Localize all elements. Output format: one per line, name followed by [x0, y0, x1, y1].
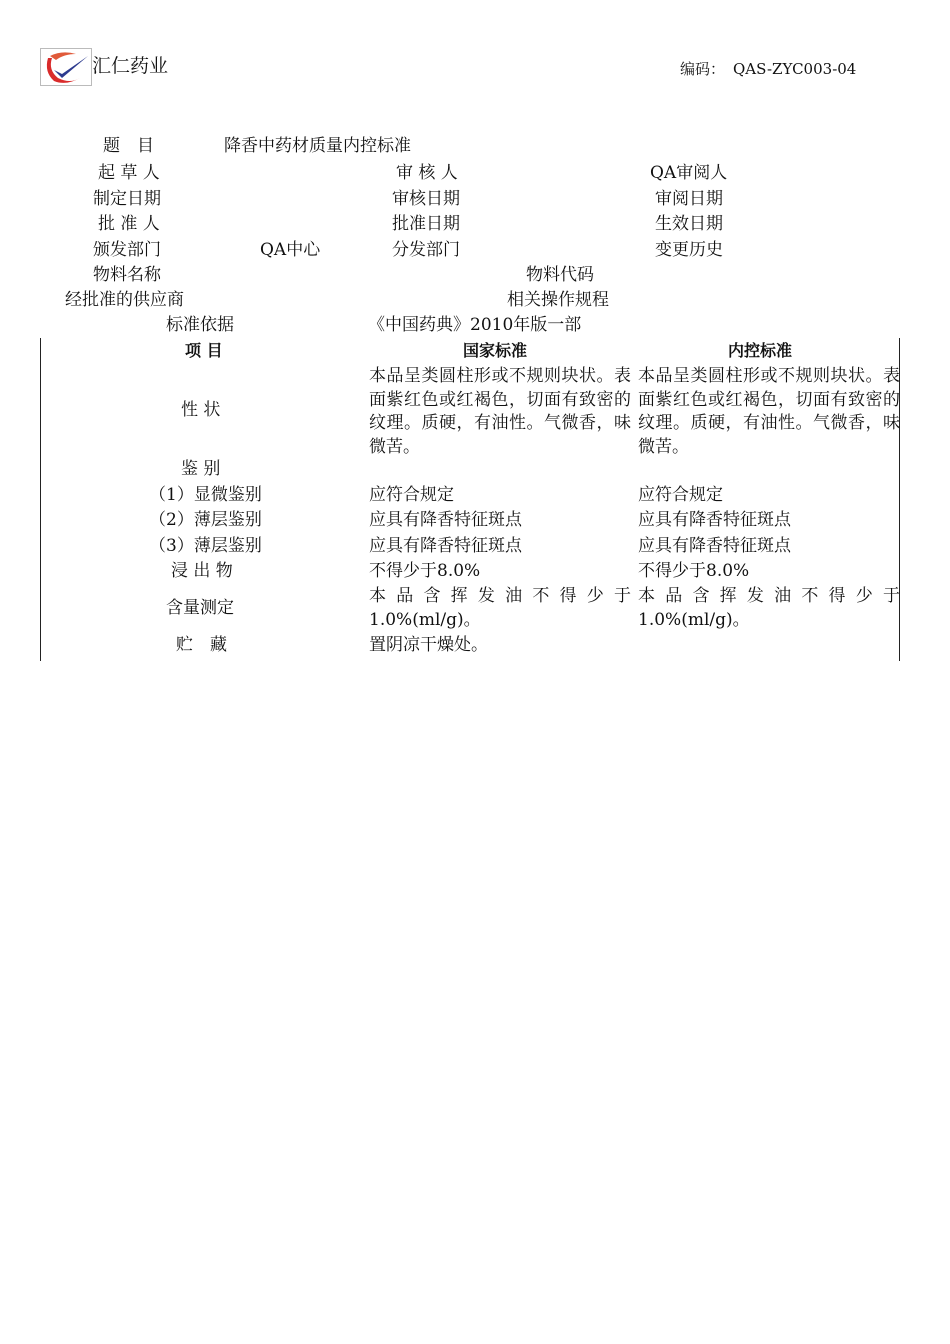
approver-label: 批 准 人 — [98, 214, 160, 234]
document-title: 降香中药材质量内控标准 — [224, 136, 411, 156]
review-date-label: 审核日期 — [392, 189, 460, 209]
distribute-dept-label: 分发部门 — [392, 240, 460, 260]
row-internal: 应具有降香特征斑点 — [638, 510, 791, 530]
header-national-standard: 国家标准 — [463, 341, 528, 360]
row-internal: 应具有降香特征斑点 — [638, 536, 791, 556]
issue-dept-label: 颁发部门 — [93, 240, 161, 260]
sop-label: 相关操作规程 — [507, 290, 609, 310]
storage-national: 置阴凉干燥处。 — [369, 635, 488, 655]
approve-date-label: 批准日期 — [392, 214, 460, 234]
row-label: （3）薄层鉴别 — [149, 536, 262, 556]
issue-dept-value: QA中心 — [260, 240, 321, 260]
reviewer-label: 审 核 人 — [396, 163, 458, 183]
content-internal-line1: 本 品 含 挥 发 油 不 得 少 于 — [638, 586, 900, 606]
character-internal: 本品呈类圆柱形或不规则块状。表面紫红色或红褐色，切面有致密的纹理。质硬，有油性。气微香，味微苦。 — [638, 366, 900, 457]
row-label: （2）薄层鉴别 — [149, 510, 262, 530]
content-national-line1: 本 品 含 挥 发 油 不 得 少 于 — [369, 586, 631, 606]
document-code: QAS-ZYC003-04 — [733, 60, 857, 78]
basis-label: 标准依据 — [166, 315, 234, 335]
effective-date-label: 生效日期 — [655, 214, 723, 234]
content-label: 含量测定 — [166, 598, 234, 618]
material-code-label: 物料代码 — [526, 265, 594, 285]
row-national: 不得少于8.0% — [369, 561, 481, 581]
supplier-label: 经批准的供应商 — [65, 290, 184, 310]
row-internal: 应符合规定 — [638, 485, 723, 505]
row-national: 应具有降香特征斑点 — [369, 510, 522, 530]
company-logo — [40, 48, 92, 86]
qa-reviewer-label: QA审阅人 — [650, 163, 728, 183]
material-name-label: 物料名称 — [93, 265, 161, 285]
header-internal-standard: 内控标准 — [728, 341, 793, 360]
basis-value: 《中国药典》2010年版一部 — [368, 315, 582, 335]
identification-label: 鉴 别 — [181, 459, 221, 479]
qa-review-date-label: 审阅日期 — [655, 189, 723, 209]
change-history-label: 变更历史 — [655, 240, 723, 260]
document-code-label: 编码： — [680, 60, 726, 78]
content-internal-line2: 1.0%(ml/g)。 — [638, 610, 750, 630]
row-national: 应符合规定 — [369, 485, 454, 505]
character-national: 本品呈类圆柱形或不规则块状。表面紫红色或红褐色，切面有致密的纹理。质硬，有油性。气微香，味微苦。 — [369, 366, 631, 457]
title-label: 题 目 — [103, 136, 154, 156]
company-name: 汇仁药业 — [92, 55, 169, 77]
content-national-line2: 1.0%(ml/g)。 — [369, 610, 481, 630]
header-item: 项 目 — [185, 341, 223, 360]
made-date-label: 制定日期 — [93, 189, 161, 209]
character-label: 性 状 — [181, 400, 221, 420]
table-left-border — [40, 338, 41, 661]
row-label: （1）显微鉴别 — [149, 485, 262, 505]
storage-label: 贮 藏 — [176, 635, 227, 655]
row-internal: 不得少于8.0% — [638, 561, 750, 581]
drafter-label: 起 草 人 — [98, 163, 160, 183]
row-national: 应具有降香特征斑点 — [369, 536, 522, 556]
row-label: 浸 出 物 — [171, 561, 233, 581]
